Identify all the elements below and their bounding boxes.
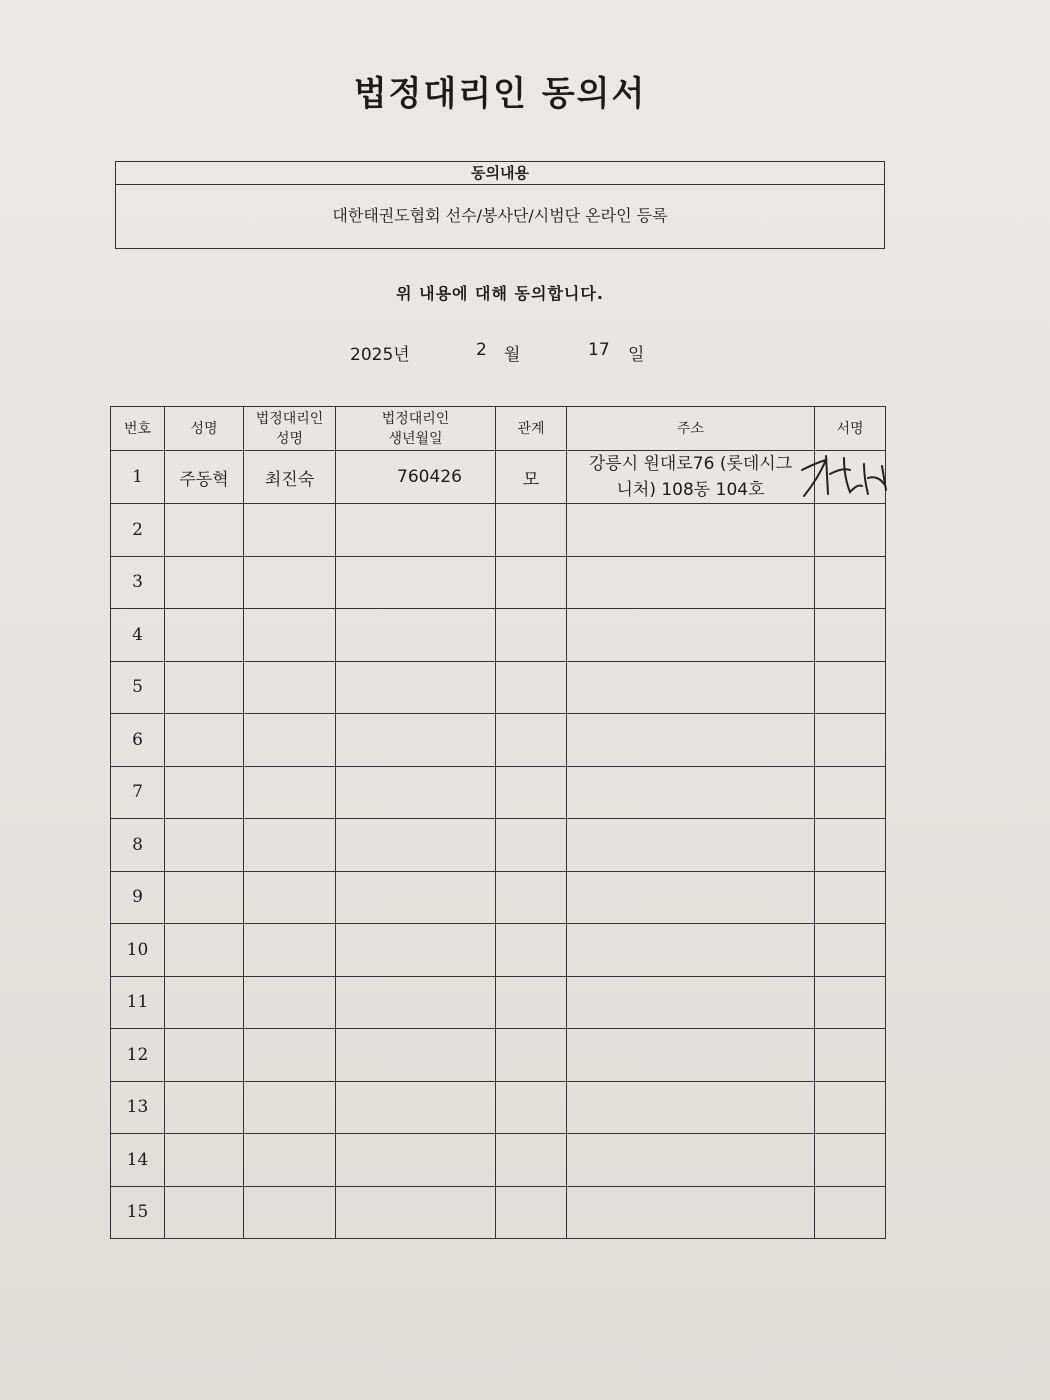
table-row	[111, 1134, 886, 1187]
row-signature	[815, 1134, 886, 1187]
row-number: 8	[111, 819, 165, 872]
row-number: 7	[111, 766, 165, 819]
row-signature	[815, 924, 886, 977]
table-row	[111, 819, 886, 872]
row-signature	[815, 976, 886, 1029]
row-address	[567, 504, 815, 557]
row-guardian-name	[244, 1134, 336, 1187]
row-guardian-name	[244, 504, 336, 557]
row-number: 12	[111, 1029, 165, 1082]
row-signature	[815, 714, 886, 767]
handwritten-signature-icon	[796, 448, 892, 504]
row-relation	[496, 871, 567, 924]
row-guardian-name	[244, 556, 336, 609]
row-address	[567, 1029, 815, 1082]
row-address	[567, 1134, 815, 1187]
row-address	[567, 924, 815, 977]
row-signature	[815, 1029, 886, 1082]
row-name	[165, 714, 244, 767]
row-name	[165, 1186, 244, 1239]
row-signature	[815, 504, 886, 557]
row-guardian-name	[244, 871, 336, 924]
row-relation	[496, 1134, 567, 1187]
row-address	[567, 556, 815, 609]
row-name: 주동혁	[165, 451, 244, 504]
row-guardian-name	[244, 1029, 336, 1082]
row-number: 10	[111, 924, 165, 977]
row-relation	[496, 819, 567, 872]
row-guardian-birth	[336, 556, 496, 609]
row-guardian-birth	[336, 661, 496, 714]
row-address	[567, 819, 815, 872]
row-guardian-birth	[336, 609, 496, 662]
row-address	[567, 1186, 815, 1239]
row-name	[165, 1134, 244, 1187]
row-address-line2: 니처) 108동 104호	[616, 480, 765, 500]
header-guardian-birth-line2: 생년월일	[388, 430, 443, 447]
date-day-unit: 일	[628, 345, 645, 365]
row-address	[567, 976, 815, 1029]
row-number: 13	[111, 1081, 165, 1134]
date-day: 17	[588, 340, 610, 360]
row-guardian-birth	[336, 976, 496, 1029]
header-guardian-birth-line1: 법정대리인	[381, 410, 450, 427]
row-signature	[815, 609, 886, 662]
date-month: 2	[476, 340, 487, 360]
row-guardian-name: 최진숙	[244, 451, 336, 504]
row-number: 1	[111, 451, 165, 504]
row-address	[567, 714, 815, 767]
header-address: 주소	[567, 407, 815, 451]
row-name	[165, 661, 244, 714]
row-number: 11	[111, 976, 165, 1029]
row-signature	[815, 766, 886, 819]
header-no: 번호	[111, 407, 165, 451]
row-relation: 모	[496, 451, 567, 504]
row-address	[567, 661, 815, 714]
consent-statement: 위 내용에 대해 동의합니다.	[396, 284, 604, 303]
row-relation	[496, 661, 567, 714]
row-name	[165, 556, 244, 609]
row-address	[567, 871, 815, 924]
row-guardian-birth	[336, 1029, 496, 1082]
row-guardian-birth	[336, 924, 496, 977]
header-name: 성명	[165, 407, 244, 451]
row-guardian-birth	[336, 1081, 496, 1134]
row-relation	[496, 609, 567, 662]
row-guardian-birth	[336, 1134, 496, 1187]
row-name	[165, 871, 244, 924]
row-guardian-name	[244, 661, 336, 714]
row-address	[567, 1081, 815, 1134]
header-guardian-name-line1: 법정대리인	[255, 410, 324, 427]
row-address-line1: 강릉시 원대로76 (롯데시그	[588, 454, 793, 474]
row-name	[165, 819, 244, 872]
date-month-unit: 월	[504, 345, 521, 365]
row-relation	[496, 1081, 567, 1134]
row-signature	[815, 819, 886, 872]
row-guardian-name	[244, 766, 336, 819]
row-guardian-name	[244, 924, 336, 977]
table-row	[111, 766, 886, 819]
table-row	[111, 661, 886, 714]
row-guardian-name	[244, 1081, 336, 1134]
row-address	[567, 609, 815, 662]
table-row	[111, 1081, 886, 1134]
header-relation: 관계	[496, 407, 567, 451]
row-guardian-birth	[336, 1186, 496, 1239]
row-number: 15	[111, 1186, 165, 1239]
row-guardian-birth	[336, 714, 496, 767]
row-relation	[496, 1029, 567, 1082]
guardian-table	[110, 406, 886, 1239]
row-relation	[496, 556, 567, 609]
header-guardian-name	[244, 407, 336, 451]
table-row	[111, 609, 886, 662]
row-guardian-birth	[336, 504, 496, 557]
row-guardian-name	[244, 609, 336, 662]
row-name	[165, 924, 244, 977]
row-address	[567, 766, 815, 819]
row-guardian-birth	[336, 819, 496, 872]
row-signature	[815, 661, 886, 714]
consent-content-header: 동의내용	[116, 162, 884, 185]
table-row	[111, 1186, 886, 1239]
row-name	[165, 976, 244, 1029]
table-row	[111, 924, 886, 977]
row-signature	[815, 556, 886, 609]
table-row	[111, 976, 886, 1029]
row-name	[165, 504, 244, 557]
table-row	[111, 556, 886, 609]
table-row	[111, 714, 886, 767]
consent-content-box	[115, 161, 885, 249]
consent-content-text: 대한태권도협회 선수/봉사단/시범단 온라인 등록	[332, 206, 668, 225]
row-guardian-birth: 760426	[336, 451, 496, 504]
row-relation	[496, 504, 567, 557]
header-guardian-name-line2: 성명	[275, 430, 304, 447]
row-guardian-name	[244, 819, 336, 872]
row-relation	[496, 714, 567, 767]
table-row	[111, 451, 886, 504]
row-guardian-name	[244, 714, 336, 767]
row-number: 3	[111, 556, 165, 609]
row-number: 4	[111, 609, 165, 662]
table-row	[111, 1029, 886, 1082]
table-row	[111, 504, 886, 557]
row-relation	[496, 1186, 567, 1239]
row-relation	[496, 976, 567, 1029]
row-guardian-birth	[336, 871, 496, 924]
row-signature	[815, 871, 886, 924]
row-signature	[815, 1186, 886, 1239]
row-number: 2	[111, 504, 165, 557]
table-header-row	[111, 407, 886, 451]
row-guardian-birth	[336, 766, 496, 819]
row-name	[165, 766, 244, 819]
row-number: 6	[111, 714, 165, 767]
document-title: 법정대리인 동의서	[353, 74, 647, 114]
date-year: 2025년	[350, 345, 410, 365]
row-guardian-name	[244, 1186, 336, 1239]
row-number: 5	[111, 661, 165, 714]
table-row	[111, 871, 886, 924]
row-name	[165, 609, 244, 662]
row-address	[567, 451, 815, 504]
row-signature	[815, 1081, 886, 1134]
header-signature: 서명	[815, 407, 886, 451]
row-number: 14	[111, 1134, 165, 1187]
row-relation	[496, 924, 567, 977]
row-relation	[496, 766, 567, 819]
row-name	[165, 1029, 244, 1082]
header-guardian-birth	[336, 407, 496, 451]
row-number: 9	[111, 871, 165, 924]
row-name	[165, 1081, 244, 1134]
row-guardian-name	[244, 976, 336, 1029]
